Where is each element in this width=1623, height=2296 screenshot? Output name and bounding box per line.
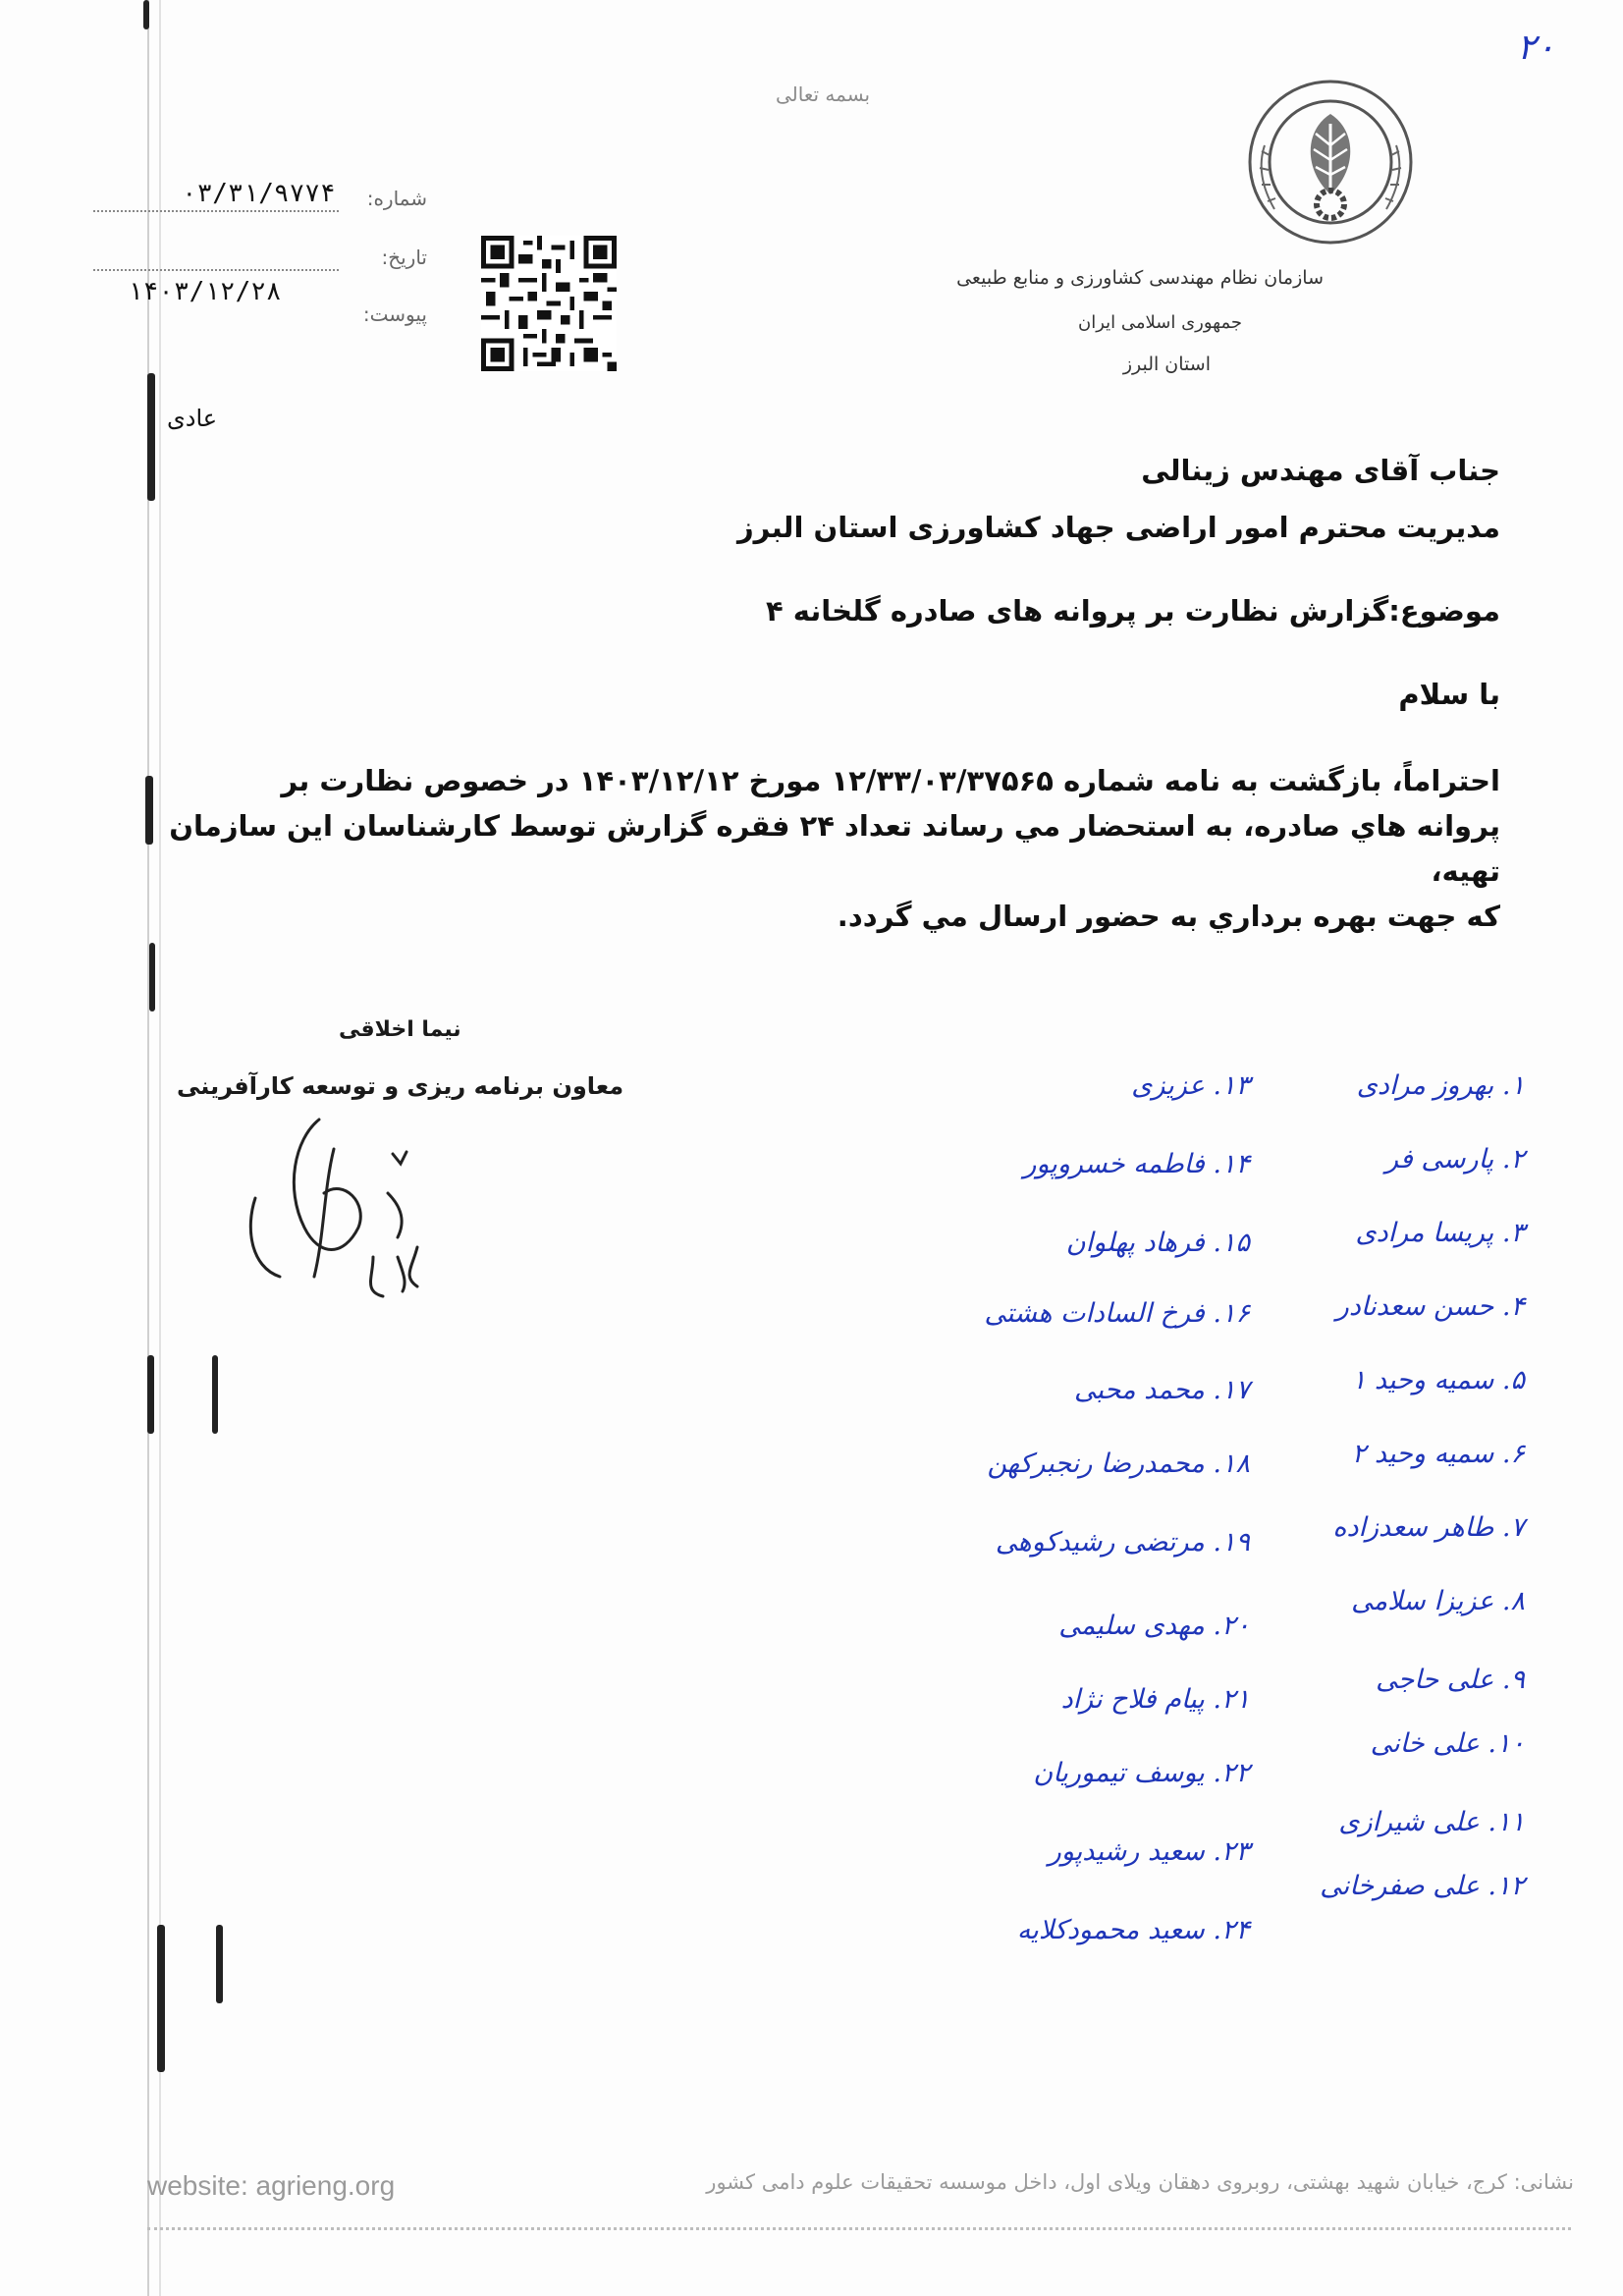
handwritten-name: ۱۸. محمدرضا رنجبرکهن <box>987 1449 1250 1479</box>
handwritten-name: ۱۵. فرهاد پهلوان <box>1065 1228 1250 1258</box>
organization-province: استان البرز <box>1122 354 1211 375</box>
scan-mark <box>212 1355 218 1434</box>
handwritten-name: ۵. سمیه وحید ۱ <box>1351 1365 1525 1395</box>
organization-country: جمهوری اسلامی ایران <box>1078 312 1242 333</box>
footer-address: نشانی: کرج، خیابان شهید بهشتی، روبروی دهقان ویلای اول، داخل موسسه تحقیقات علوم دامی کشور <box>706 2170 1574 2194</box>
letter-subject: موضوع:گزارش نظارت بر پروانه های صادره گلخانه ۴ <box>766 594 1500 628</box>
signatory-name: نیما اخلاقی <box>339 1017 461 1042</box>
handwritten-name: ۱۰. علی خانی <box>1370 1728 1525 1759</box>
handwritten-signature <box>226 1110 452 1316</box>
signatory-title: معاون برنامه ریزی و توسعه کارآفرینی <box>177 1072 624 1100</box>
letter-attachment-label: پیوست: <box>362 302 427 326</box>
organization-logo <box>1245 77 1416 247</box>
scan-mark <box>147 373 155 501</box>
body-line: پروانه هاي صادره، به استحضار مي رساند تعداد ۲۴ فقره گزارش توسط کارشناسان این سازمان تهیه، <box>169 809 1500 888</box>
handwritten-name: ۴. حسن سعدنادر <box>1335 1291 1525 1322</box>
handwritten-name: ۸. عزیزا سلامی <box>1351 1586 1525 1616</box>
dotted-line <box>93 269 339 271</box>
scan-mark <box>157 1925 165 2072</box>
letter-attachment-row <box>93 295 427 334</box>
body-paragraph <box>106 758 1500 939</box>
organization-name: سازمان نظام مهندسی کشاورزی و منابع طبیعی <box>956 267 1324 289</box>
letter-number-label: شماره: <box>366 187 427 210</box>
page-number-mark: ۲۰ <box>1517 27 1555 68</box>
body-line: که جهت بهره برداري به حضور ارسال مي گردد. <box>837 900 1500 933</box>
footer-divider <box>147 2227 1571 2230</box>
qr-code <box>481 236 617 371</box>
handwritten-name: ۲۴. سعید محمودکلایه <box>1016 1915 1250 1945</box>
handwritten-name: ۱۶. فرخ السادات هشتی <box>984 1298 1250 1329</box>
handwritten-name: ۷. طاهر سعدزاده <box>1332 1512 1525 1543</box>
scan-mark <box>216 1925 223 2003</box>
scan-mark <box>143 0 149 29</box>
handwritten-name: ۱۲. علی صفرخانی <box>1320 1871 1525 1901</box>
dotted-line <box>93 210 339 212</box>
letter-number-value: ۰۳/۳۱/۹۷۷۴ <box>182 179 336 208</box>
handwritten-name: ۲. پارسی فر <box>1385 1144 1525 1175</box>
handwritten-name: ۲۱. پیام فلاح نژاد <box>1060 1684 1250 1715</box>
recipient-department: مدیریت محترم امور اراضی جهاد کشاورزی استان البرز <box>736 511 1500 544</box>
body-line: احتراماً، بازگشت به نامه شماره ۱۲/۳۳/۰۳/۳۷۵۶۵ مورخ ۱۴۰۳/۱۲/۱۲ در خصوص نظارت بر <box>281 764 1500 797</box>
handwritten-name: ۲۰. مهدی سلیمی <box>1058 1611 1250 1641</box>
footer-website: website: agrieng.org <box>147 2170 396 2201</box>
scan-mark <box>149 943 155 1011</box>
letter-date-value: ۱۴۰۳/۱۲/۲۸ <box>128 277 282 306</box>
handwritten-name: ۱۱. علی شیرازی <box>1338 1807 1525 1837</box>
handwritten-name: ۳. پریسا مرادی <box>1355 1218 1525 1248</box>
scan-mark <box>147 1355 154 1434</box>
handwritten-name: ۲۲. یوسف تیموریان <box>1033 1758 1250 1788</box>
handwritten-name: ۱۹. مرتضی رشیدکوهی <box>995 1527 1250 1558</box>
letter-number-row <box>93 179 427 218</box>
scan-edge-line <box>147 0 149 2296</box>
handwritten-name: ۹. علی حاجی <box>1376 1665 1525 1695</box>
handwritten-name: ۱۴. فاطمه خسروپور <box>1023 1149 1250 1179</box>
letter-date-row <box>93 238 427 306</box>
handwritten-name: ۱. بهروز مرادی <box>1356 1070 1525 1101</box>
handwritten-name: ۱۷. محمد محبی <box>1074 1375 1250 1405</box>
greeting: با سلام <box>1398 678 1500 711</box>
handwritten-name: ۱۳. عزیزی <box>1131 1070 1250 1101</box>
handwritten-name: ۶. سمیه وحید ۲ <box>1351 1439 1525 1469</box>
letter-date-label: تاریخ: <box>381 246 427 269</box>
basmala: بسمه تعالی <box>776 82 871 106</box>
classification-label: عادی <box>167 405 218 432</box>
handwritten-name: ۲۳. سعید رشیدپور <box>1048 1836 1250 1867</box>
recipient-name: جناب آقای مهندس زینالی <box>1141 454 1500 487</box>
